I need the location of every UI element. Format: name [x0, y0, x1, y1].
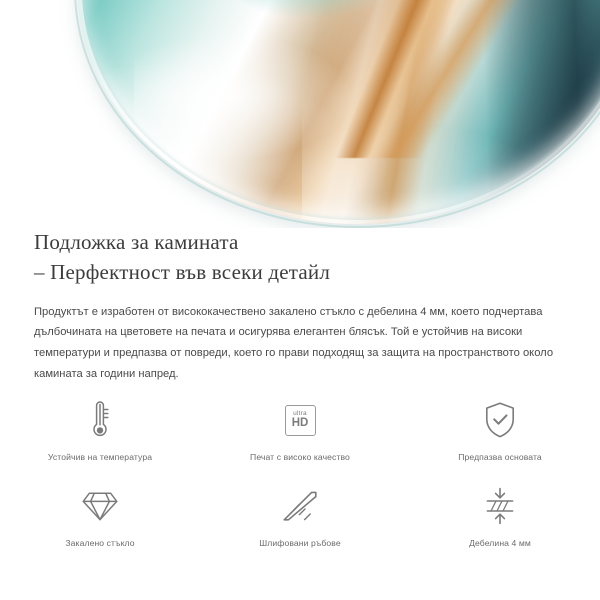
feature-label: Печат с високо качество: [250, 452, 350, 462]
content-block: [0, 228, 600, 385]
ultra-hd-badge-bottom: HD: [291, 417, 309, 429]
feature-label: Устойчив на температура: [47, 452, 153, 462]
feature-tempered-glass: [0, 484, 200, 548]
glass-disc-artwork: [78, 0, 600, 224]
feature-label: Закалено стъкло: [65, 538, 135, 548]
feature-thickness: [400, 484, 600, 548]
page-title: [34, 228, 566, 288]
description-paragraph: Продуктът е изработен от висококачествено закалено стъкло с дебелина 4 мм, което подчертава дълбочината на цветовете на печата и осигурява елегантен блясък. Той е устойчив на високи температури и предпазва от повреди, което го прави подходящ за защита на пространството около камината за години напред.: [34, 305, 554, 380]
polished-edges-icon: [281, 484, 319, 528]
diamond-icon: [81, 484, 119, 528]
page-title-line-1: Подложка за камината: [34, 230, 239, 254]
shield-check-icon: [483, 398, 517, 442]
thickness-arrows-icon: [482, 484, 518, 528]
feature-temperature-resistant: [0, 398, 200, 462]
hero-product-image: [0, 0, 600, 228]
feature-label: Шлифовани ръбове: [259, 538, 341, 548]
feature-print-quality: [200, 398, 400, 462]
feature-polished-edges: [200, 484, 400, 548]
artwork-gold-vein: [336, 0, 526, 158]
thermometer-icon: [87, 398, 113, 442]
feature-row-2: [0, 484, 600, 548]
ultra-hd-badge-top: ultra: [293, 409, 307, 417]
ultra-hd-icon: [285, 398, 316, 442]
feature-label: Предпазва основата: [458, 452, 542, 462]
feature-protects-surface: [400, 398, 600, 462]
page-title-line-2: – Перфектност във всеки детайл: [34, 259, 331, 284]
feature-row-1: [0, 398, 600, 462]
feature-grid: [0, 398, 600, 548]
feature-label: Дебелина 4 мм: [469, 538, 531, 548]
